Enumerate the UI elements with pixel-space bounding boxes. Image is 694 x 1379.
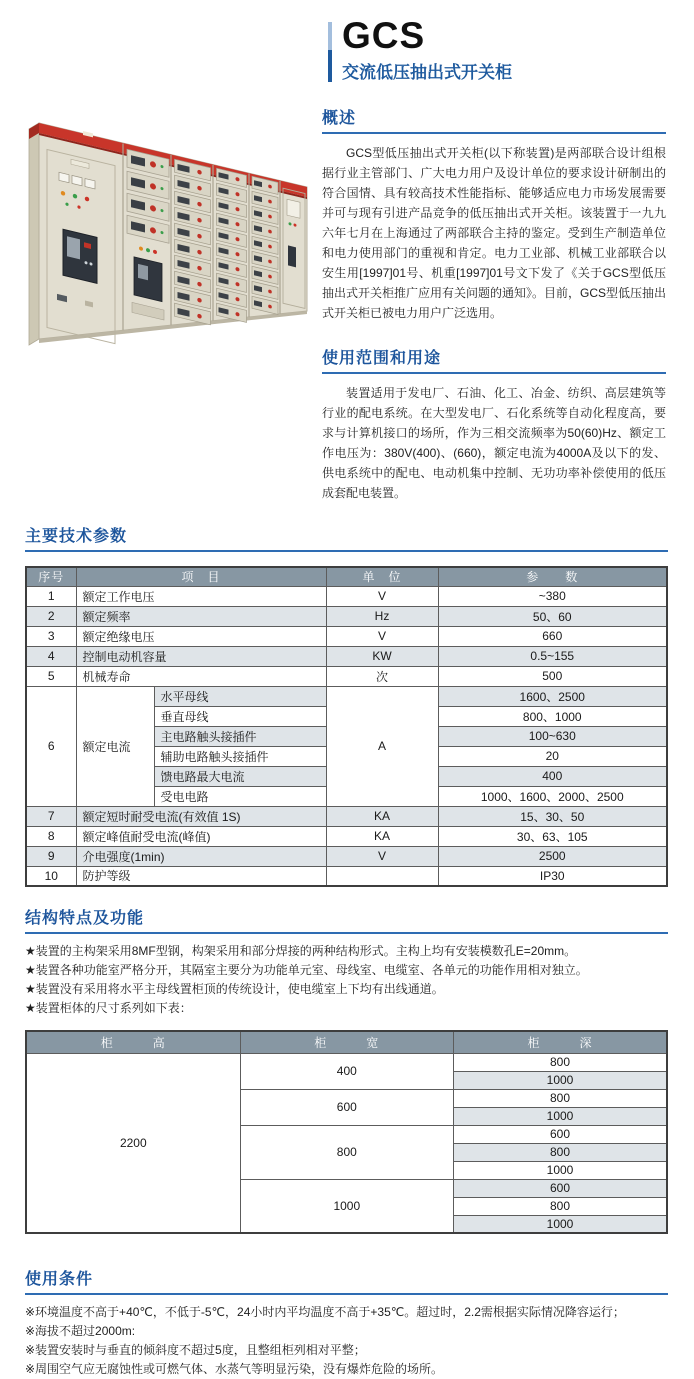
cell-value: 1600、2500 (438, 686, 667, 706)
title-block (328, 16, 668, 83)
table-row (26, 826, 667, 846)
col-header-cabinet-height: 柜 高 (26, 1031, 240, 1053)
switchgear-illustration (25, 109, 311, 354)
cell-width: 600 (240, 1089, 453, 1125)
cell-depth: 800 (454, 1089, 667, 1107)
col-header-no: 序号 (26, 567, 76, 586)
cell-unit: Hz (326, 606, 438, 626)
cell-no: 5 (26, 666, 76, 686)
cell-subitem: 受电电路 (154, 786, 326, 806)
section-usage (322, 345, 666, 503)
col-header-value: 参 数 (438, 567, 667, 586)
table-row (26, 646, 667, 666)
cell-unit: 次 (326, 666, 438, 686)
table-row (26, 606, 667, 626)
cell-value: 30、63、105 (438, 826, 667, 846)
section-conditions (25, 1266, 668, 1379)
cell-width: 1000 (240, 1179, 453, 1233)
overview-heading: 概述 (322, 110, 357, 127)
cell-value: 2500 (438, 846, 667, 866)
cell-no: 9 (26, 846, 76, 866)
cell-subitem: 馈电路最大电流 (154, 766, 326, 786)
cell-item: 机械寿命 (76, 666, 326, 686)
cell-value: 20 (438, 746, 667, 766)
cell-depth: 1000 (454, 1215, 667, 1233)
page-subtitle: 交流低压抽出式开关柜 (342, 63, 512, 82)
cell-item: 防护等级 (76, 866, 326, 886)
cell-item: 控制电动机容量 (76, 646, 326, 666)
conditions-rule (25, 1293, 668, 1295)
cell-unit: KA (326, 826, 438, 846)
col-header-cabinet-width: 柜 宽 (240, 1031, 453, 1053)
usage-heading: 使用范围和用途 (322, 350, 442, 367)
list-item: ※装置安装时与垂直的倾斜度不超过5度，且整组柜列相对平整； (25, 1343, 366, 1357)
col-header-item: 项 目 (76, 567, 326, 586)
cell-unit: KW (326, 646, 438, 666)
cell-value: 660 (438, 626, 667, 646)
overview-rule (322, 132, 666, 134)
dimensions-table (25, 1030, 668, 1234)
cell-width: 400 (240, 1053, 453, 1089)
table-row (26, 586, 667, 606)
features-list (25, 942, 668, 1018)
cell-value: 1000、1600、2000、2500 (438, 786, 667, 806)
cell-unit: A (326, 686, 438, 806)
cell-item: 额定绝缘电压 (76, 626, 326, 646)
list-item: ★装置柜体的尺寸系列如下表： (25, 1001, 192, 1015)
page-title: GCS (342, 15, 426, 56)
cell-item: 额定频率 (76, 606, 326, 626)
cell-no: 2 (26, 606, 76, 626)
cell-no: 8 (26, 826, 76, 846)
cell-subitem: 垂直母线 (154, 706, 326, 726)
cell-no: 7 (26, 806, 76, 826)
cell-no: 1 (26, 586, 76, 606)
cell-depth: 1000 (454, 1161, 667, 1179)
cell-value: 800、1000 (438, 706, 667, 726)
cell-no: 3 (26, 626, 76, 646)
features-rule (25, 932, 668, 934)
cell-subitem: 主电路触头接插件 (154, 726, 326, 746)
table-row (26, 686, 667, 706)
cell-value: 400 (438, 766, 667, 786)
list-item: ※海拔不超过2000m: (25, 1324, 136, 1338)
cell-depth: 600 (454, 1125, 667, 1143)
cell-value: 15、30、50 (438, 806, 667, 826)
section-tech-params (25, 523, 668, 887)
list-item: ★装置没有采用将水平主母线置柜顶的传统设计，使电缆室上下均有出线通道。 (25, 982, 444, 996)
table-row (26, 666, 667, 686)
dims-header-row (26, 1031, 667, 1053)
cell-height: 2200 (26, 1053, 240, 1233)
list-item: ★装置的主构架采用8MF型钢，构架采用和部分焊接的两种结构形式。主构上均有安装模数孔E=20mm。 (25, 944, 577, 958)
list-item: ★装置各种功能室严格分开，其隔室主要分为功能单元室、母线室、电缆室、各单元的功能作用相对独立。 (25, 963, 588, 977)
cell-value: 0.5~155 (438, 646, 667, 666)
cell-depth: 800 (454, 1197, 667, 1215)
cell-value: 500 (438, 666, 667, 686)
conditions-heading: 使用条件 (25, 1271, 94, 1288)
cell-item: 额定峰值耐受电流(峰值) (76, 826, 326, 846)
section-features (25, 905, 668, 1234)
col-header-unit: 单 位 (326, 567, 438, 586)
cell-unit (326, 866, 438, 886)
table-row (26, 866, 667, 886)
list-item: ※周围空气应无腐蚀性或可燃气体、水蒸气等明显污染，没有爆炸危险的场所。 (25, 1362, 444, 1376)
cell-width: 800 (240, 1125, 453, 1179)
overview-paragraph: GCS型低压抽出式开关柜(以下称装置)是两部联合设计组根据行业主管部门、广大电力用户及设计单位的要求设计研制出的符合国情、具有较高技术性能指标、能够适应电力市场发展需要并可与现有引进产品竞争的低压抽出式开关柜。该装置于一九九六年七月在上海通过了两部联合主持的鉴定。受到生产制造单位和电力使用部门的重视和肯定。电力工业部、机械工业部联合以安生用[1997]01号、机重[1997]01号文下发了《关于GCS型低压抽出式开关柜推广应用有关问题的通知》。目前，GCS型低压抽出式开关柜已被电力用户广泛选用。 (322, 146, 667, 320)
cell-unit: V (326, 586, 438, 606)
table-row (26, 1053, 667, 1071)
section-overview (322, 105, 666, 323)
cell-item: 额定短时耐受电流(有效值 1S) (76, 806, 326, 826)
tech-header-row (26, 567, 667, 586)
cell-no: 4 (26, 646, 76, 666)
list-item: ※环境温度不高于+40℃，不低于-5℃，24小时内平均温度不高于+35℃。超过时，2.2需根据实际情况降容运行； (25, 1305, 625, 1319)
cell-depth: 800 (454, 1053, 667, 1071)
cell-depth: 800 (454, 1143, 667, 1161)
cell-depth: 1000 (454, 1071, 667, 1089)
product-photo-switchgear (25, 109, 311, 354)
table-row (26, 846, 667, 866)
usage-rule (322, 372, 666, 374)
cell-value: 100~630 (438, 726, 667, 746)
cell-no: 10 (26, 866, 76, 886)
col-header-cabinet-depth: 柜 深 (454, 1031, 667, 1053)
cell-subitem: 辅助电路触头接插件 (154, 746, 326, 766)
table-row (26, 806, 667, 826)
cell-unit: KA (326, 806, 438, 826)
features-heading: 结构特点及功能 (25, 910, 145, 927)
cell-unit: V (326, 846, 438, 866)
cell-value: IP30 (438, 866, 667, 886)
cell-unit: V (326, 626, 438, 646)
cell-no: 6 (26, 686, 76, 806)
tech-rule (25, 550, 668, 552)
tech-params-table (25, 566, 668, 887)
cell-item: 额定工作电压 (76, 586, 326, 606)
cell-value: ~380 (438, 586, 667, 606)
cell-depth: 600 (454, 1179, 667, 1197)
cell-item: 介电强度(1min) (76, 846, 326, 866)
usage-paragraph: 装置适用于发电厂、石油、化工、冶金、纺织、高层建筑等行业的配电系统。在大型发电厂、石化系统等自动化程度高，要求与计算机接口的场所，作为三相交流频率为50(60)Hz、额定工作电压为：380V(400)、(660)，额定电流为4000A及以下的发、供电系统中的配电、电动机集中控制、无功功率补偿使用的低压成套配电装置。 (322, 386, 666, 500)
tech-heading: 主要技术参数 (25, 528, 128, 545)
cell-depth: 1000 (454, 1107, 667, 1125)
cell-subitem: 水平母线 (154, 686, 326, 706)
title-accent-bar (328, 22, 332, 82)
cell-item: 额定电流 (76, 686, 154, 806)
cell-value: 50、60 (438, 606, 667, 626)
table-row (26, 626, 667, 646)
conditions-list (25, 1303, 668, 1379)
